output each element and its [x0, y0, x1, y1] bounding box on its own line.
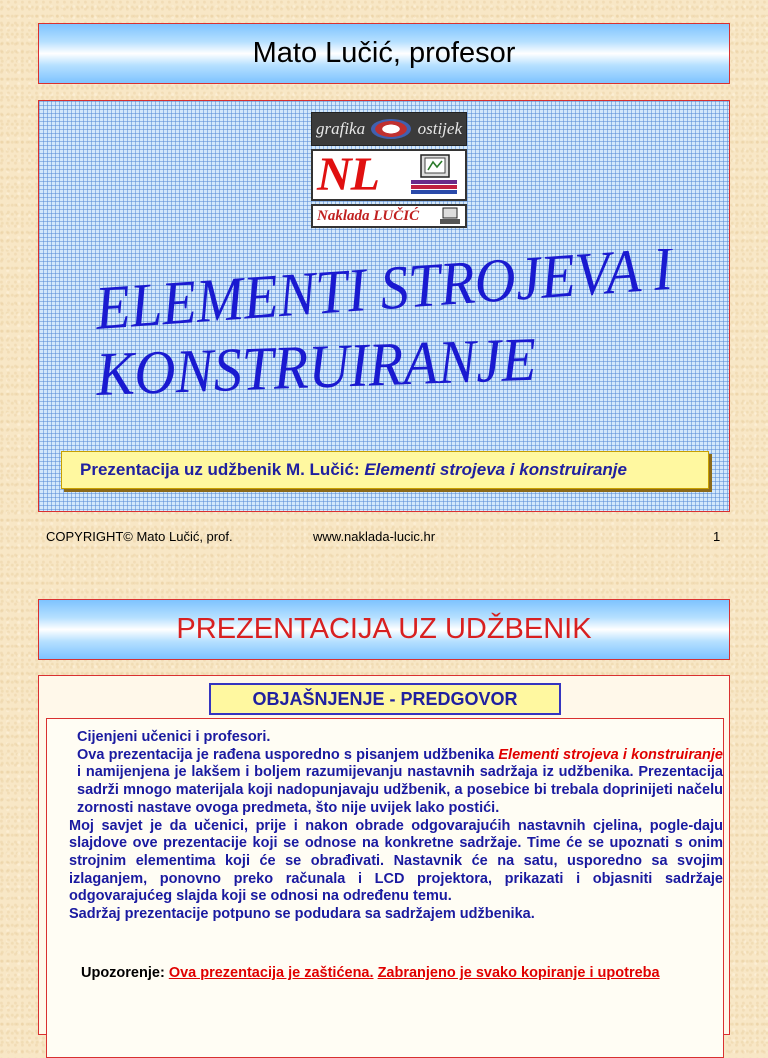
p1-start: Ova prezentacija je rađena usporedno s pisanjem udžbenika	[77, 746, 499, 763]
ring-icon	[371, 119, 411, 139]
textbook-caption	[61, 451, 709, 489]
paragraph-2: Moj savjet je da učenici, prije i nakon obrade odgovarajućih nastavnih cjelina, pogle-daju slajdove ove prezentacije koji se odnose na konkretne sadržaje. Time će se upoznati s onim strojnim elementima koji će se obrađivati. Nastavnik će na satu, usporedno sa svojim izlaganjem, ponovno preko računala i LCD projektora, prikazati i objasniti sadržaje odgovarajućeg slajda koji se odnosi na određenu temu.	[69, 817, 723, 905]
logo-text-publisher: Naklada LUČIĆ	[317, 207, 420, 224]
warning-label: Upozorenje:	[81, 965, 165, 981]
slide2-text-box	[46, 718, 724, 1058]
slide2-panel	[38, 675, 730, 1035]
logo-nl-mark	[311, 149, 467, 201]
publisher-logo	[311, 112, 467, 228]
page-number: 1	[713, 529, 721, 544]
slide1-title-panel	[38, 100, 730, 512]
paragraph-1	[69, 747, 723, 818]
foreword-text	[69, 729, 723, 924]
caption-plain: Prezentacija uz udžbenik M. Lučić:	[80, 460, 365, 479]
page-footer	[0, 529, 768, 547]
p1-book-title: Elementi strojeva i konstruiranje	[498, 746, 723, 763]
title-line-2: KONSTRUIRANJE	[95, 324, 576, 399]
footer-website: www.naklada-lucic.hr	[313, 529, 436, 544]
computer-icon	[407, 153, 461, 197]
copyright-warning	[81, 965, 711, 981]
footer-copyright: COPYRIGHT© Mato Lučić, prof.	[46, 529, 233, 544]
warning-text-2: Zabranjeno je svako kopiranje i upotreba	[377, 965, 660, 981]
main-title	[39, 249, 731, 399]
logo-publisher-name	[311, 204, 467, 228]
small-computer-icon	[439, 207, 461, 225]
warning-text-1: Ova prezentacija je zaštićena.	[168, 965, 374, 981]
greeting: Cijenjeni učenici i profesori.	[77, 729, 271, 745]
logo-grafika-osijek	[311, 112, 467, 146]
slide2-header: PREZENTACIJA UZ UDŽBENIK	[38, 599, 730, 660]
slide1-header: Mato Lučić, profesor	[38, 23, 730, 84]
caption-book-title: Elementi strojeva i konstruiranje	[364, 460, 627, 479]
logo-nl-text: NL	[317, 148, 379, 201]
p1-end: i namijenjena je lakšem i boljem razumijevanju nastavnih sadržaja iz udžbenika. Prezentacija sadrži mnogo materijala koji nadopunjavaju udžbenik, a posebice bi trebala doprinijeti načelu zornosti nastave ovoga predmeta, što nije uvijek lako postići.	[77, 764, 723, 816]
logo-text-ostijek: ostijek	[417, 119, 462, 138]
paragraph-3: Sadržaj prezentacije potpuno se podudara sa sadržajem udžbenika.	[69, 906, 535, 923]
logo-text-grafika: grafika	[316, 119, 366, 138]
slide2-heading: OBJAŠNJENJE - PREDGOVOR	[209, 683, 561, 715]
title-line-1: ELEMENTI STROJEVA I	[93, 249, 728, 343]
